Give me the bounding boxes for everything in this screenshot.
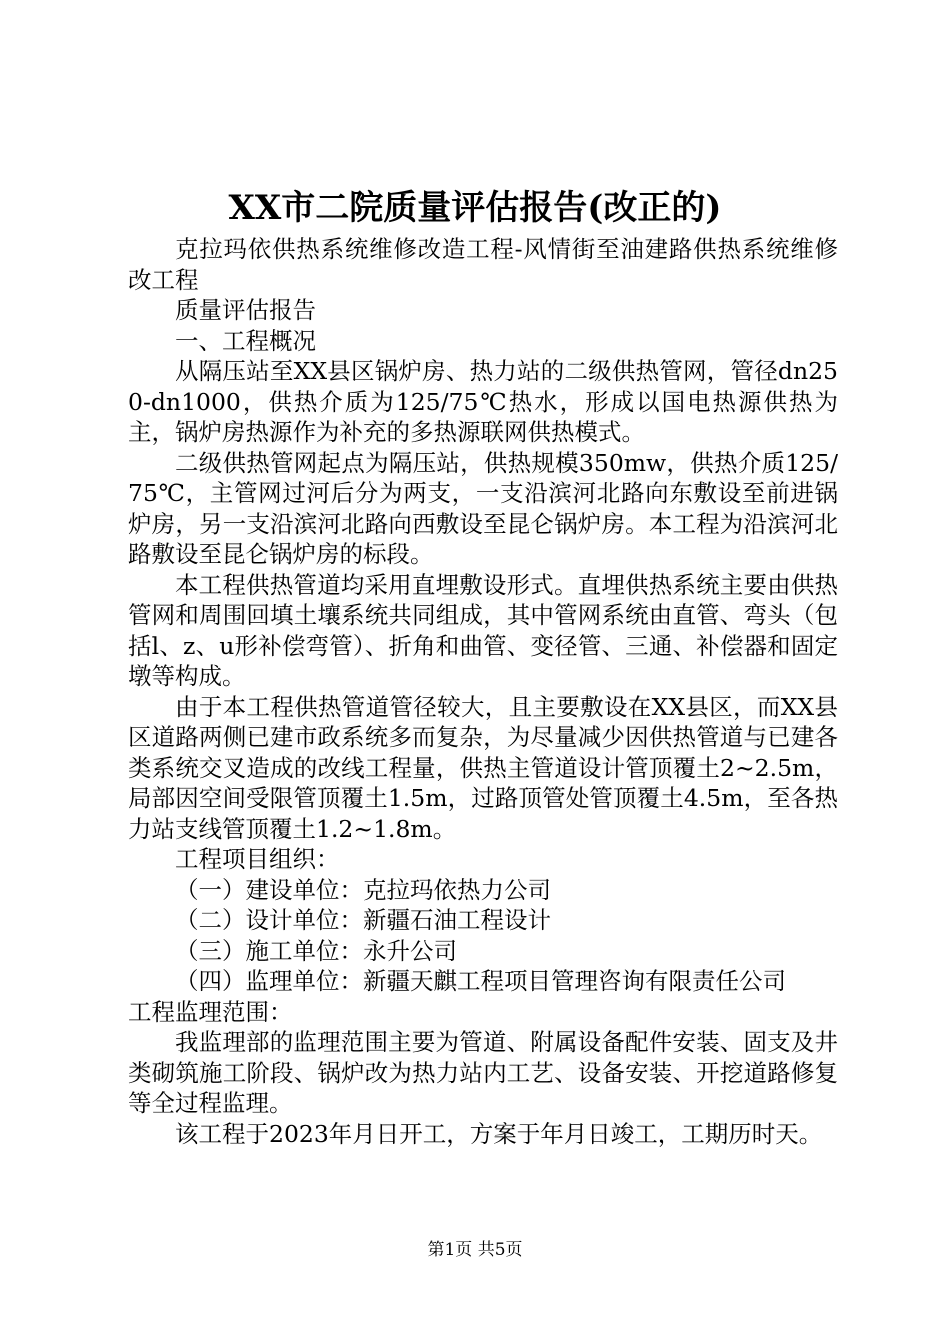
- paragraph-overview-4: 由于本工程供热管道管径较大，且主要敷设在XX县区，而XX县区道路两侧已建市政系统多而复杂，为尽量减少因供热管道与已建各类系统交叉造成的改线工程量，供热主管道设计管顶覆土2~2.5m，局部因空间受限管顶覆土1.5m，过路顶管处管顶覆土4.5m，至各热力站支线管顶覆土1.2~1.8m。: [128, 692, 838, 843]
- list-item-designer: （二）设计单位：新疆石油工程设计: [175, 906, 551, 934]
- paragraph-project-name: 克拉玛依供热系统维修改造工程-风情街至油建路供热系统维修改工程: [128, 235, 838, 294]
- list-item-builder: （一）建设单位：克拉玛依热力公司: [175, 875, 551, 904]
- list-item-constructor: （三）施工单位：永升公司: [175, 936, 457, 965]
- document-title: XX市二院质量评估报告(改正的): [228, 188, 722, 228]
- paragraph-schedule: 该工程于2023年月日开工，方案于年月日竣工，工期历时天。: [175, 1119, 823, 1148]
- page-footer: 第1页 共5页: [427, 1240, 523, 1260]
- paragraph-organization-heading: 工程项目组织：: [175, 845, 340, 873]
- paragraph-overview-1: 从隔压站至XX县区锅炉房、热力站的二级供热管网，管径dn250-dn1000，供热介质为125/75℃热水，形成以国电热源供热为主，锅炉房热源作为补充的多热源联网供热模式。: [128, 357, 838, 446]
- paragraph-overview-3: 本工程供热管道均采用直埋敷设形式。直埋供热系统主要由供热管网和周围回填土壤系统共同组成，其中管网系统由直管、弯头（包括l、z、u形补偿弯管）、折角和曲管、变径管、三通、补偿器和固定墩等构成。: [128, 570, 838, 690]
- paragraph-overview-2: 二级供热管网起点为隔压站，供热规模350mw，供热介质125/75℃，主管网过河后分为两支，一支沿滨河北路向东敷设至前进锅炉房，另一支沿滨河北路向西敷设至昆仑锅炉房。本工程为沿滨河北路敷设至昆仑锅炉房的标段。: [128, 448, 838, 568]
- paragraph-scope-heading: 工程监理范围：: [128, 997, 293, 1026]
- paragraph-scope: 我监理部的监理范围主要为管道、附属设备配件安装、固支及井类砌筑施工阶段、锅炉改为热力站内工艺、设备安装、开挖道路修复等全过程监理。: [128, 1028, 838, 1117]
- list-item-supervisor: （四）监理单位：新疆天麒工程项目管理咨询有限责任公司: [175, 967, 786, 995]
- document-body: [128, 234, 838, 1149]
- section-heading-overview: 一、工程概况: [175, 326, 316, 355]
- paragraph-report-heading: 质量评估报告: [175, 296, 316, 324]
